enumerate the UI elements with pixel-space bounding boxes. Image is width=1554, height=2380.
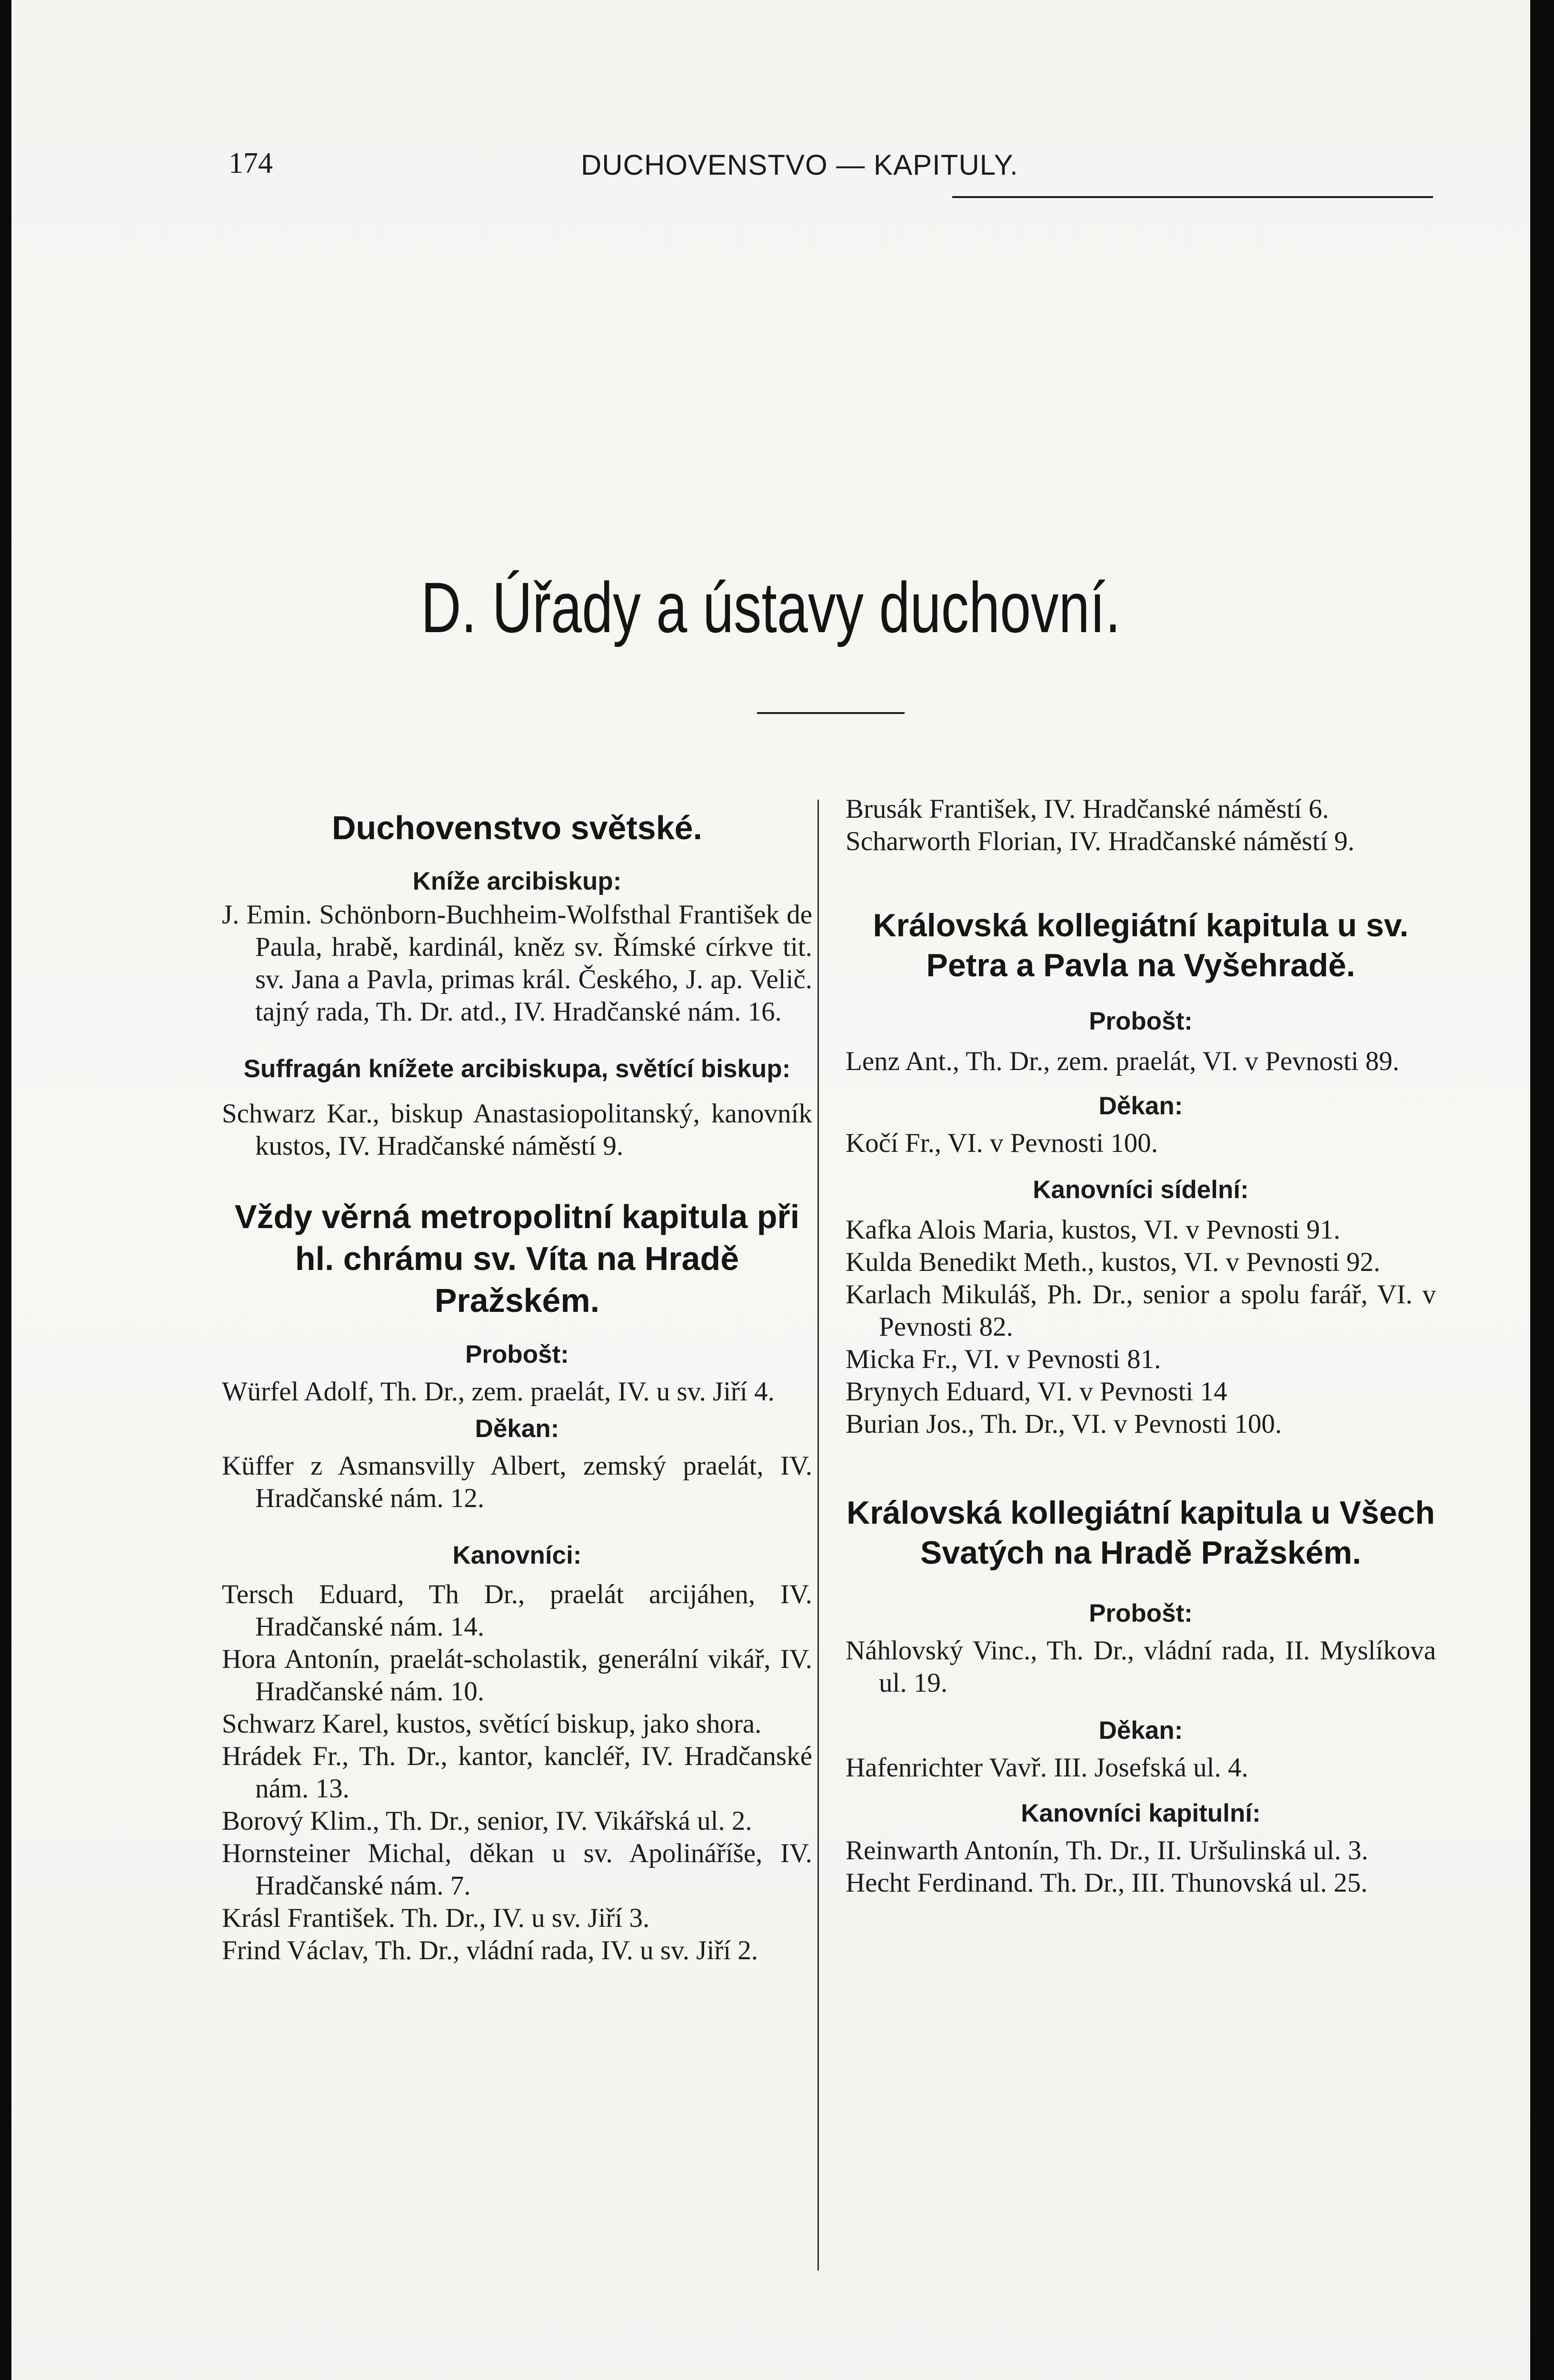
list-item: Tersch Eduard, Th Dr., praelát arcijáhen, IV. Hradčanské nám. 14. — [222, 1579, 812, 1642]
entry-archbishop: J. Emin. Schönborn-Buchheim-Wolfsthal František de Paula, hrabě, kardinál, kněz sv. Římské církve tit. sv. Jana a Pavla, primas král. Českého, J. ap. Velič. tajný rada, Th. Dr. atd., IV. Hradčanské nám. 16. — [222, 900, 812, 1027]
book-page — [11, 0, 1530, 2380]
right-column — [846, 781, 1436, 1899]
column-divider — [817, 800, 819, 2271]
subheading-probost: Probošt: — [1089, 1007, 1193, 1035]
list-item: Krásl František. Th. Dr., IV. u sv. Jiří 3. — [222, 1903, 650, 1933]
list-item: Schwarz Karel, kustos, světící biskup, jako shora. — [222, 1709, 762, 1739]
left-column — [222, 781, 812, 1967]
list-item: Kafka Alois Maria, kustos, VI. v Pevnosti 91. — [846, 1215, 1341, 1245]
list-item: Hrádek Fr., Th. Dr., kantor, kancléř, IV. Hradčanské nám. 13. — [222, 1741, 812, 1804]
subheading-dekan: Děkan: — [1098, 1716, 1183, 1745]
subheading-kanovnici-kapitulni: Kanovníci kapitulní: — [1021, 1799, 1261, 1827]
list-item: Hecht Ferdinand. Th. Dr., III. Thunovská ul. 25. — [846, 1868, 1368, 1898]
page-number: 174 — [229, 147, 273, 179]
running-head-rule — [952, 196, 1433, 198]
entry-dekan: Kočí Fr., VI. v Pevnosti 100. — [846, 1128, 1158, 1158]
subheading-probost: Probošt: — [465, 1340, 569, 1368]
section-title-vsech-svatych: Královská kollegiátní kapitula u Všech Svatých na Hradě Pražském. — [847, 1495, 1435, 1571]
section-title-vysehrad: Královská kollegiátní kapitula u sv. Petra a Pavla na Vyšehradě. — [873, 907, 1409, 983]
entry-probost: Náhlovský Vinc., Th. Dr., vládní rada, II. Myslíkova ul. 19. — [846, 1636, 1436, 1698]
list-item: Burian Jos., Th. Dr., VI. v Pevnosti 100. — [846, 1409, 1282, 1439]
subheading-suffragan: Suffragán knížete arcibiskupa, světící biskup: — [243, 1055, 791, 1083]
list-item: Scharworth Florian, IV. Hradčanské náměstí 9. — [846, 826, 1355, 856]
list-item: Hornsteiner Michal, děkan u sv. Apolináříše, IV. Hradčanské nám. 7. — [222, 1838, 812, 1901]
list-item: Borový Klim., Th. Dr., senior, IV. Vikářská ul. 2. — [222, 1806, 752, 1836]
list-item: Micka Fr., VI. v Pevnosti 81. — [846, 1344, 1161, 1374]
subheading-kanovnici-sidelni: Kanovníci sídelní: — [1033, 1176, 1249, 1204]
entry-probost: Würfel Adolf, Th. Dr., zem. praelát, IV. u sv. Jiří 4. — [222, 1377, 775, 1407]
list-item: Kulda Benedikt Meth., kustos, VI. v Pevnosti 92. — [846, 1247, 1381, 1277]
subheading-probost: Probošt: — [1089, 1599, 1193, 1627]
list-item: Brusák František, IV. Hradčanské náměstí 6. — [846, 794, 1329, 824]
running-head-title: DUCHOVENSTVO — KAPITULY. — [581, 149, 1018, 181]
list-item: Frind Václav, Th. Dr., vládní rada, IV. u sv. Jiří 2. — [222, 1935, 758, 1965]
list-item: Karlach Mikuláš, Ph. Dr., senior a spolu farář, VI. v Pevnosti 82. — [846, 1279, 1436, 1342]
section-title-metropolitni-kapitula: Vždy věrná metropolitní kapitula při hl. chrámu sv. Víta na Hradě Pražském. — [234, 1198, 800, 1319]
running-head — [229, 147, 1433, 194]
entry-dekan: Küffer z Asmansvilly Albert, zemský praelát, IV. Hradčanské nám. 12. — [222, 1451, 812, 1513]
subheading-dekan: Děkan: — [475, 1415, 559, 1443]
list-item: Reinwarth Antonín, Th. Dr., II. Uršulinská ul. 3. — [846, 1835, 1368, 1865]
chapter-title: D. Úřady a ústavy duchovní. — [421, 567, 1121, 647]
entry-suffragan: Schwarz Kar., biskup Anastasiopolitanský, kanovník kustos, IV. Hradčanské náměstí 9. — [222, 1099, 812, 1161]
subheading-dekan: Děkan: — [1098, 1092, 1183, 1120]
list-item: Hora Antonín, praelát-scholastik, generální vikář, IV. Hradčanské nám. 10. — [222, 1644, 812, 1706]
subheading-kanovnici: Kanovníci: — [452, 1541, 582, 1569]
entry-probost: Lenz Ant., Th. Dr., zem. praelát, VI. v Pevnosti 89. — [846, 1046, 1400, 1076]
section-title-duchovenstvo: Duchovenstvo světské. — [331, 809, 703, 846]
entry-dekan: Hafenrichter Vavř. III. Josefská ul. 4. — [846, 1753, 1248, 1783]
subheading-knize-arcibiskup: Kníže arcibiskup: — [412, 867, 622, 895]
title-rule — [757, 712, 905, 714]
list-item: Brynych Eduard, VI. v Pevnosti 14 — [846, 1377, 1227, 1407]
